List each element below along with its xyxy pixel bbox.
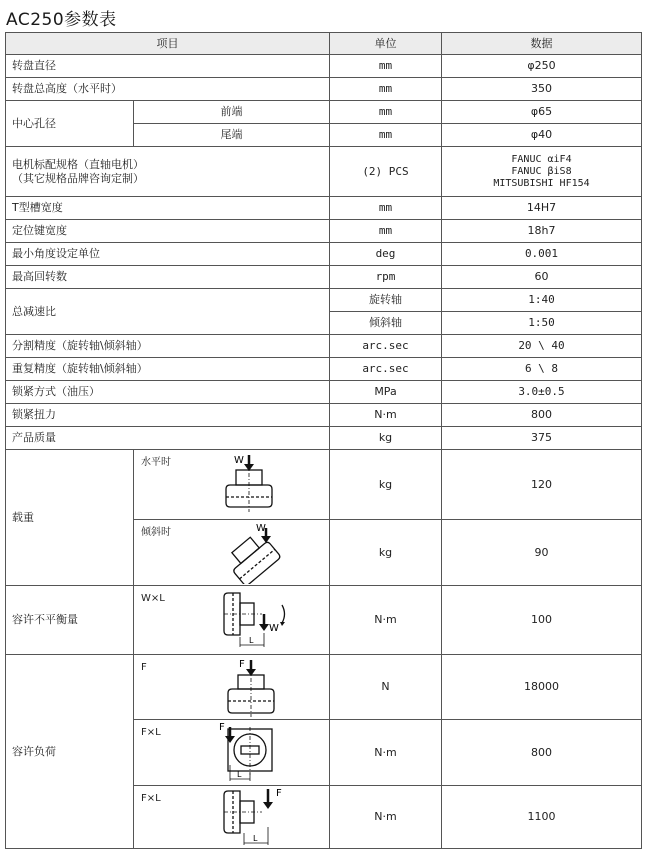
row-value: 0.001	[442, 243, 642, 266]
sub-label: 前端	[134, 101, 330, 124]
table-row	[6, 55, 642, 78]
row-unit: N·m	[330, 786, 442, 849]
row-value: 350	[442, 78, 642, 101]
force-label: F	[276, 788, 282, 799]
row-value: 90	[442, 520, 642, 586]
row-value: φ65	[442, 101, 642, 124]
row-label: 重复精度（旋转轴\倾斜轴）	[6, 358, 330, 381]
row-value: 800	[442, 404, 642, 427]
row-value: 60	[442, 266, 642, 289]
parameter-table	[5, 32, 642, 849]
row-unit: mm	[330, 55, 442, 78]
table-row	[6, 220, 642, 243]
row-label: 最高回转数	[6, 266, 330, 289]
header-item: 项目	[6, 33, 330, 55]
row-unit: mm	[330, 101, 442, 124]
row-label: 载重	[6, 450, 134, 586]
table-row	[6, 655, 642, 720]
row-value: 20 \ 40	[442, 335, 642, 358]
row-label: T型槽宽度	[6, 197, 330, 220]
row-label: 转盘总高度（水平时）	[6, 78, 330, 101]
row-unit: mm	[330, 78, 442, 101]
table-row	[6, 78, 642, 101]
row-unit: N·m	[330, 586, 442, 655]
row-value: 18000	[442, 655, 642, 720]
weight-label: W	[234, 455, 244, 466]
motor-label-line2: （其它规格品牌咨询定制）	[12, 171, 144, 185]
table-row	[6, 266, 642, 289]
row-label: 容许负荷	[6, 655, 134, 849]
row-unit: N	[330, 655, 442, 720]
row-value: 375	[442, 427, 642, 450]
row-value: 1:50	[442, 312, 642, 335]
row-label: 总减速比	[6, 289, 330, 335]
row-value: 3.0±0.5	[442, 381, 642, 404]
row-label	[6, 147, 330, 197]
table-row	[6, 427, 642, 450]
sub-label: 旋转轴	[330, 289, 442, 312]
figure-cell	[134, 450, 330, 520]
horizontal-load-diagram	[222, 454, 284, 516]
side-load-diagram	[222, 787, 302, 848]
row-unit: kg	[330, 427, 442, 450]
row-value: φ250	[442, 55, 642, 78]
sub-label: 水平时	[141, 457, 171, 468]
motor-value-3: MITSUBISHI HF154	[493, 177, 590, 189]
figure-cell	[134, 520, 330, 586]
tilted-load-diagram	[220, 522, 284, 584]
row-unit: MPa	[330, 381, 442, 404]
row-value: 18h7	[442, 220, 642, 243]
row-label: 容许不平衡量	[6, 586, 134, 655]
row-unit: kg	[330, 520, 442, 586]
length-label: L	[249, 636, 254, 645]
row-label: 分割精度（旋转轴\倾斜轴）	[6, 335, 330, 358]
row-value: 800	[442, 720, 642, 786]
table-row	[6, 404, 642, 427]
table-row	[6, 197, 642, 220]
row-label: 锁紧扭力	[6, 404, 330, 427]
table-row	[6, 243, 642, 266]
row-value: φ40	[442, 124, 642, 147]
moment-load-diagram	[214, 721, 284, 785]
table-row	[6, 289, 642, 312]
weight-label: W	[256, 523, 266, 534]
page-title: AC250参数表	[6, 10, 117, 30]
figure-cell	[134, 720, 330, 786]
row-value: 1:40	[442, 289, 642, 312]
header-unit: 单位	[330, 33, 442, 55]
row-label: 锁紧方式（油压）	[6, 381, 330, 404]
row-value	[442, 147, 642, 197]
row-label: 中心孔径	[6, 101, 134, 147]
table-row	[6, 335, 642, 358]
table-row	[6, 101, 642, 124]
row-unit: kg	[330, 450, 442, 520]
row-value: 14H7	[442, 197, 642, 220]
sub-label: 倾斜轴	[330, 312, 442, 335]
figure-cell	[134, 586, 330, 655]
sub-label: 倾斜时	[141, 527, 171, 538]
figure-cell	[134, 786, 330, 849]
table-header-row	[6, 33, 642, 55]
row-unit: deg	[330, 243, 442, 266]
unbalance-diagram	[222, 589, 302, 653]
table-row	[6, 381, 642, 404]
row-unit: N·m	[330, 720, 442, 786]
row-unit: N·m	[330, 404, 442, 427]
weight-label: W	[269, 623, 279, 634]
row-value: 100	[442, 586, 642, 655]
axial-load-diagram	[222, 657, 286, 718]
motor-label-line1: 电机标配规格（直轴电机）	[12, 157, 144, 171]
sub-label: F×L	[141, 727, 161, 738]
row-unit: arc.sec	[330, 335, 442, 358]
row-unit: rpm	[330, 266, 442, 289]
figure-cell	[134, 655, 330, 720]
table-row	[6, 358, 642, 381]
motor-value-1: FANUC αiF4	[511, 153, 572, 165]
sub-label: 尾端	[134, 124, 330, 147]
header-data: 数据	[442, 33, 642, 55]
row-label: 定位键宽度	[6, 220, 330, 243]
row-label: 转盘直径	[6, 55, 330, 78]
force-label: F	[239, 659, 245, 670]
row-unit: mm	[330, 124, 442, 147]
length-label: L	[237, 770, 242, 779]
row-label: 产品质量	[6, 427, 330, 450]
table-row	[6, 147, 642, 197]
row-unit: arc.sec	[330, 358, 442, 381]
row-label: 最小角度设定单位	[6, 243, 330, 266]
length-label: L	[253, 834, 258, 843]
row-value: 1100	[442, 786, 642, 849]
sub-label: W×L	[141, 593, 165, 604]
row-value: 6 \ 8	[442, 358, 642, 381]
force-label: F	[219, 722, 225, 733]
motor-value-2: FANUC βiS8	[511, 165, 572, 177]
row-unit: mm	[330, 220, 442, 243]
row-unit: mm	[330, 197, 442, 220]
table-row	[6, 450, 642, 520]
sub-label: F	[141, 662, 147, 673]
row-value: 120	[442, 450, 642, 520]
table-row	[6, 586, 642, 655]
sub-label: F×L	[141, 793, 161, 804]
row-unit: (2) PCS	[330, 147, 442, 197]
